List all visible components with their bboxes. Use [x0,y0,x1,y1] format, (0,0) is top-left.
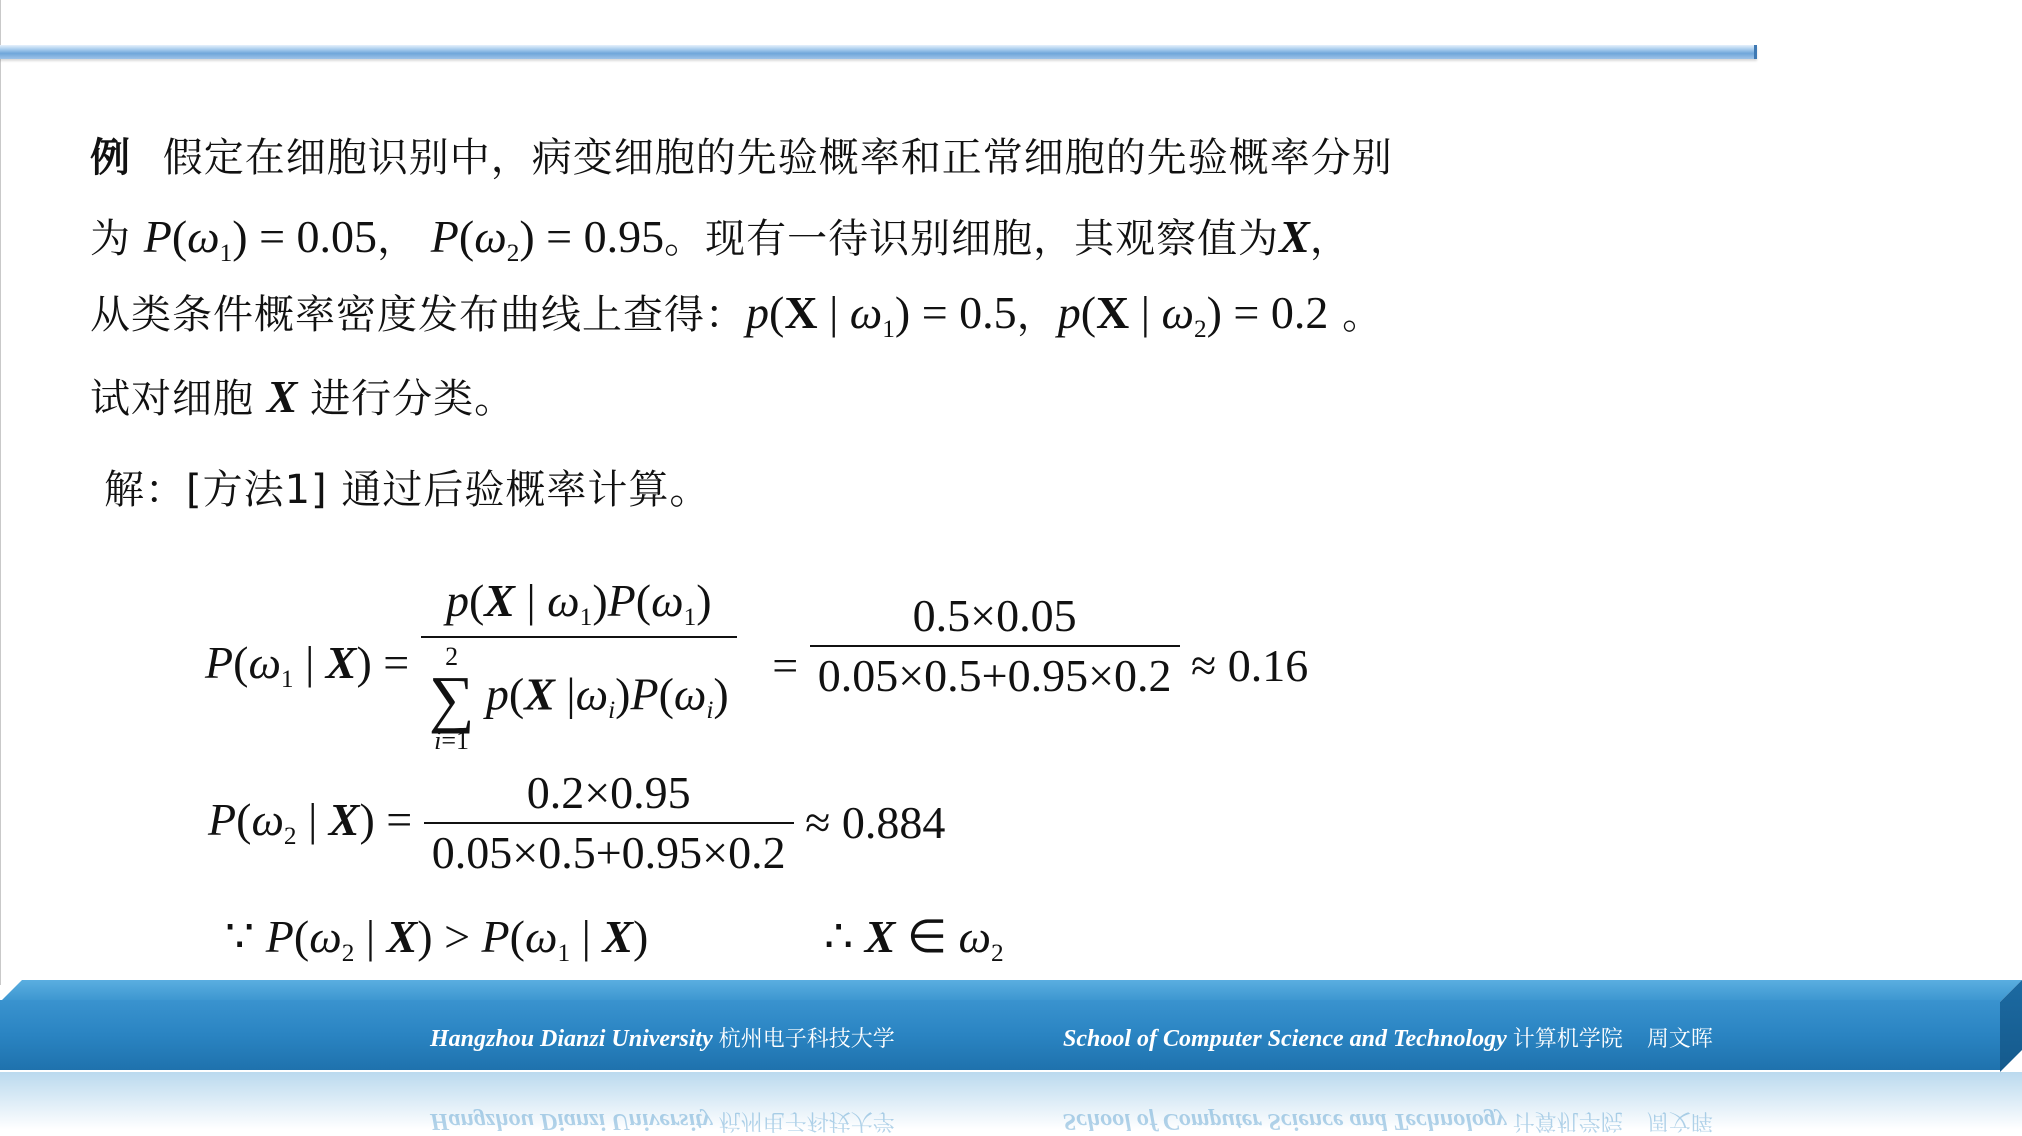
sum-symbol: 2 ∑ i=1 [428,642,475,755]
equation-posterior-2: $P(\omega_2$ | X) = $\frac{0.2\times 0.95}{0.05\times 0.5+0.95\times 0.2}$ ≈ 0.884 [208,767,946,878]
problem-text-4b: 进行分类。 [310,376,516,422]
problem-text-1: 假定在细胞识别中，病变细胞的先验概率和正常细胞的先验概率分别 [162,135,1393,181]
reflection-school [1063,1107,1713,1136]
prior-omega2: $P(\omega_2) = 0.95$ [430,211,665,267]
reflection-school-en: School of Computer Science and Technology [1063,1108,1507,1134]
example-label: 例 [90,135,131,181]
solution-heading: 解：[方法1] 通过后验概率计算。 [104,467,711,513]
likelihood-omega1: p(X | $\omega_1) = 0.5$ [746,287,1017,343]
footer-bar-top [0,980,2022,1002]
problem-text-4a: 试对细胞 [90,376,254,422]
reflection-university [430,1107,895,1136]
fraction-bayes: p(X | $\omega_1)P(\omega_1)$ 2 ∑ i=1 p(X $|\omega_i)P(\omega_i)$ [421,578,737,754]
equation-posterior-1: $P(\omega_1$ | X) = p(X | $\omega_1)P(\omega_1)$ 2 ∑ i=1 p(X $|\omega_i)P(\omega_i)$ = $\frac{0.5\times 0.05}{0.05\times 0.5+0.95\times 0.2}$ ≈ 0.16 [205,575,1309,755]
top-rule [0,45,1757,59]
problem-line-4 [90,371,516,422]
problem-text-3: 从类条件概率密度发布曲线上查得： [90,292,746,338]
eq2-result: ≈ 0.884 [805,797,946,848]
problem-line-2: 为 $P(\omega_1) = 0.05$， $P(\omega_2) = 0.95$。现有一待识别细胞，其观察值为X， [90,211,1351,267]
conclusion-because: ∵ $P(\omega_2$ | $X) > P(\omega_1$ | X) [225,911,649,967]
footer-university [430,1022,895,1053]
university-en: Hangzhou Dianzi University [430,1026,713,1052]
eq2-numerator: 0.2×0.95 [526,767,691,818]
prefix-wei: 为 [90,216,131,262]
likelihood-omega2: p(X | $\omega_2) = 0.2$ [1057,287,1329,343]
reflection-school-zh: 计算机学院 [1512,1108,1623,1133]
school-en: School of Computer Science and Technology [1063,1026,1507,1052]
reflection-university-en: Hangzhou Dianzi University [430,1108,713,1134]
university-zh: 杭州电子科技大学 [718,1027,895,1052]
slide-border [0,0,1,985]
footer-reflection [0,1072,2022,1136]
author-name: 周文晖 [1646,1027,1713,1052]
problem-text-2: 。现有一待识别细胞，其观察值为 [664,216,1280,262]
reflection-author: 周文晖 [1646,1108,1713,1133]
eq1-numerator: 0.5×0.05 [912,589,1077,641]
problem-line-3: 从类条件概率密度发布曲线上查得：p(X | $\omega_1) = 0.5$，p(X | $\omega_2) = 0.2$ 。 [90,287,1384,343]
conclusion-therefore: ∴ X ∈ $\omega_2$ [824,911,1004,967]
eq1-result: ≈ 0.16 [1191,639,1309,691]
fraction-numeric-1 [810,589,1180,701]
eq1-denominator: 0.05×0.5+0.95×0.2 [810,645,1180,699]
reflection-university-zh: 杭州电子科技大学 [718,1108,895,1133]
eq2-denominator: 0.05×0.5+0.95×0.2 [424,822,794,876]
footer-school [1063,1022,1713,1053]
var-x-2: X [266,371,298,422]
school-zh: 计算机学院 [1512,1027,1623,1052]
var-x: X [1279,211,1310,262]
prior-omega1: $P(\omega_1) = 0.05$ [143,211,378,267]
problem-line-1 [90,135,1393,181]
